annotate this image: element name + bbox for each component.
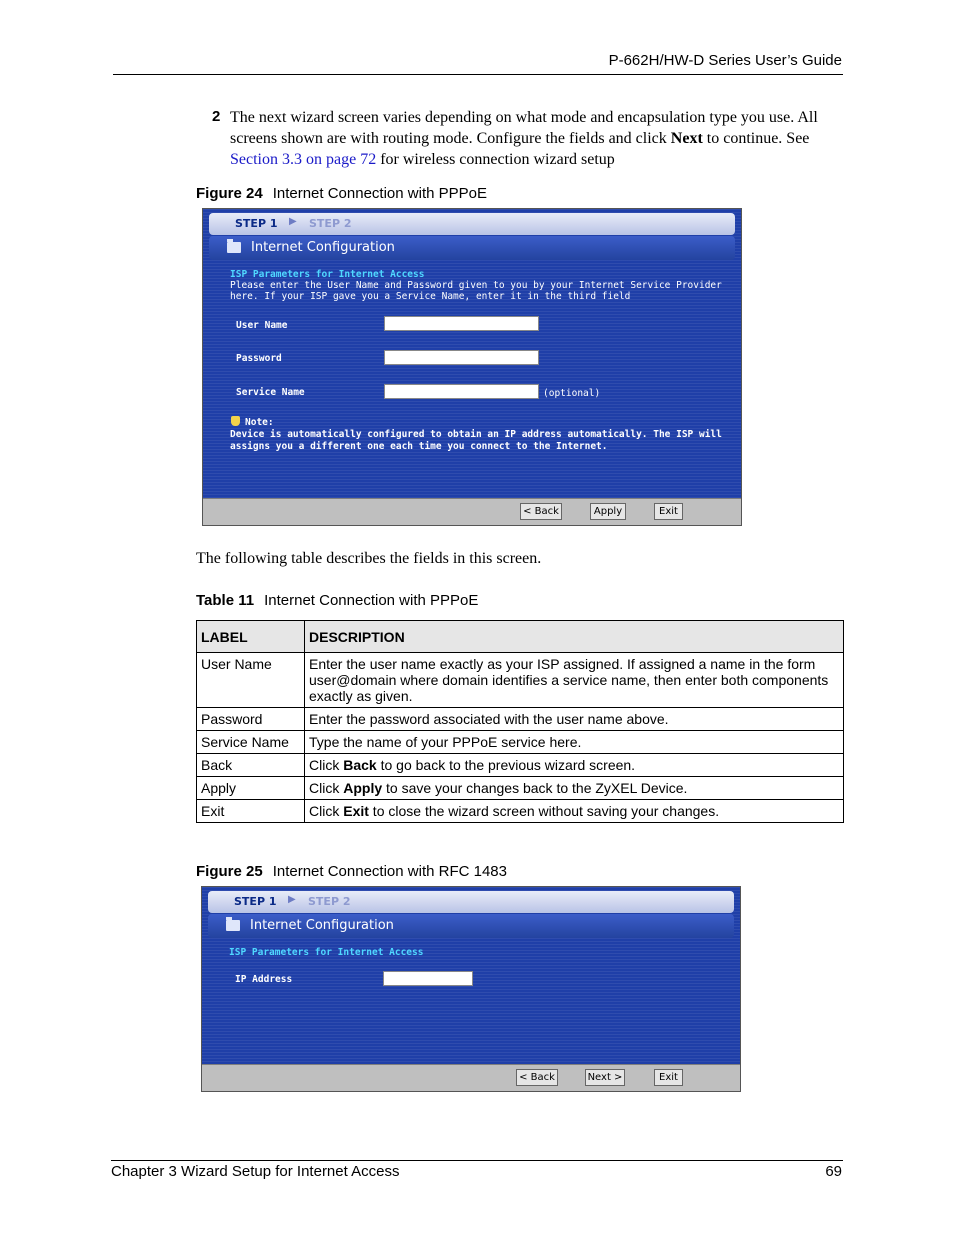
desc-post: to save your changes back to the ZyXEL Device.	[382, 780, 688, 796]
back-button[interactable]: < Back	[516, 1069, 558, 1086]
note-text: Device is automatically configured to obtain an IP address automatically. The ISP will assigns you a different one each time you connect to the Internet.	[230, 429, 722, 452]
table-intro-text: The following table describes the fields in this screen.	[196, 550, 542, 567]
step-text-3: for wireless connection wizard setup	[376, 151, 615, 168]
step1-tab: STEP 1	[235, 217, 278, 230]
row-label: Apply	[197, 777, 305, 800]
header-description: DESCRIPTION	[305, 621, 844, 653]
figure24-label: Figure 24	[196, 185, 263, 202]
step-text-1: The next wizard screen varies depending on what mode and encapsulation type you use. All screens shown are with routing mode. Configure the fields and click	[230, 109, 818, 147]
apply-button[interactable]: Apply	[590, 503, 626, 520]
step-paragraph	[230, 107, 845, 170]
desc-pre: Click	[309, 757, 344, 773]
section-link[interactable]: Section 3.3 on page 72	[230, 151, 377, 168]
table-row	[197, 777, 844, 800]
desc-post: to go back to the previous wizard screen.	[376, 757, 636, 773]
desc-pre: Click	[309, 780, 344, 796]
table-row	[197, 731, 844, 754]
running-header: P-662H/HW-D Series User’s Guide	[608, 52, 842, 69]
service-name-label: Service Name	[236, 387, 305, 398]
ip-address-input[interactable]	[383, 971, 473, 986]
figure25-title: Internet Connection with RFC 1483	[272, 863, 507, 880]
note-title: Note:	[245, 417, 274, 428]
rfc1483-wizard-screenshot	[201, 886, 741, 1092]
fields-table	[196, 620, 844, 823]
next-button[interactable]: Next >	[585, 1069, 625, 1086]
pppoe-wizard-screenshot	[202, 208, 742, 526]
desc-pre: Click	[309, 803, 344, 819]
table-row	[197, 754, 844, 777]
row-description: Enter the password associated with the user name above.	[305, 708, 844, 731]
optional-hint: (optional)	[543, 388, 601, 399]
row-label: Password	[197, 708, 305, 731]
wizard-steps-bar	[208, 891, 734, 913]
row-description	[305, 754, 844, 777]
wizard-title: Internet Configuration	[250, 918, 394, 933]
footer-chapter: Chapter 3 Wizard Setup for Internet Access	[111, 1163, 400, 1180]
desc-bold: Exit	[343, 803, 369, 819]
exit-button[interactable]: Exit	[654, 503, 683, 520]
note-icon	[231, 416, 240, 426]
user-name-input[interactable]	[384, 316, 539, 331]
step2-tab: STEP 2	[308, 895, 351, 908]
header-label: LABEL	[197, 621, 305, 653]
table11-label: Table 11	[196, 592, 255, 609]
footer-rule	[111, 1160, 843, 1161]
header-rule	[113, 74, 843, 75]
folder-icon	[227, 242, 241, 253]
wizard-button-bar	[203, 498, 741, 525]
figure24-title: Internet Connection with PPPoE	[272, 185, 487, 202]
row-label: Exit	[197, 800, 305, 823]
table-header-row	[197, 621, 844, 653]
desc-bold: Back	[343, 757, 377, 773]
figure25-label: Figure 25	[196, 863, 263, 880]
figure24-caption	[196, 185, 487, 202]
wizard-title: Internet Configuration	[251, 240, 395, 255]
row-description	[305, 777, 844, 800]
wizard-steps-bar	[209, 213, 735, 235]
wizard-titlebar	[209, 236, 735, 260]
table11-caption	[196, 592, 478, 609]
back-button[interactable]: < Back	[520, 503, 562, 520]
step1-tab: STEP 1	[234, 895, 277, 908]
service-name-input[interactable]	[384, 384, 539, 399]
row-label: Service Name	[197, 731, 305, 754]
figure25-caption	[196, 863, 507, 880]
wizard-button-bar	[202, 1064, 740, 1091]
table-row	[197, 653, 844, 708]
row-label: Back	[197, 754, 305, 777]
page-number: 69	[825, 1163, 842, 1180]
row-label: User Name	[197, 653, 305, 708]
row-description	[305, 800, 844, 823]
table11-title: Internet Connection with PPPoE	[264, 592, 479, 609]
step-text-2: to continue. See	[702, 130, 810, 147]
step2-tab: STEP 2	[309, 217, 352, 230]
password-label: Password	[236, 353, 282, 364]
isp-section-title: ISP Parameters for Internet Access	[229, 947, 424, 958]
ip-address-label: IP Address	[235, 974, 293, 985]
isp-section-title: ISP Parameters for Internet Access	[230, 269, 425, 280]
step-bold-next: Next	[670, 130, 703, 147]
exit-button[interactable]: Exit	[654, 1069, 683, 1086]
password-input[interactable]	[384, 350, 539, 365]
table-row	[197, 708, 844, 731]
wizard-titlebar	[208, 914, 734, 938]
row-description: Type the name of your PPPoE service here.	[305, 731, 844, 754]
step-arrow-icon: ▶	[288, 894, 296, 905]
folder-icon	[226, 920, 240, 931]
table-row	[197, 800, 844, 823]
step-number: 2	[212, 108, 221, 125]
desc-bold: Apply	[343, 780, 383, 796]
row-description: Enter the user name exactly as your ISP assigned. If assigned a name in the form user@domain where domain identifies a service name, then enter both components exactly as given.	[305, 653, 844, 708]
step-arrow-icon: ▶	[289, 216, 297, 227]
isp-description: Please enter the User Name and Password given to you by your Internet Service Provider here. If your ISP gave you a Service Name, enter it in the third field	[230, 280, 722, 302]
desc-post: to close the wizard screen without saving your changes.	[368, 803, 720, 819]
user-name-label: User Name	[236, 320, 288, 331]
